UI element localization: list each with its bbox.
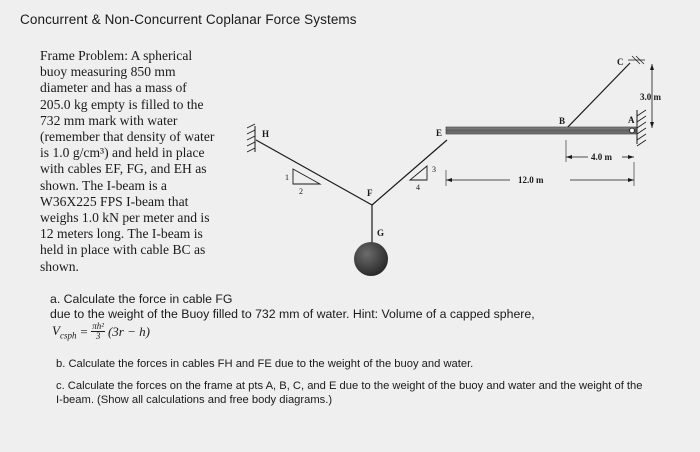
page-title: Concurrent & Non-Concurrent Coplanar Force Systems xyxy=(20,12,357,27)
problem-line: W36X225 FPS I-beam that xyxy=(40,193,189,209)
problem-line: Frame Problem: A spherical xyxy=(40,48,193,63)
formula-rhs: (3r − h) xyxy=(107,323,150,339)
i-beam xyxy=(446,127,636,134)
dimension-3m-label: 3.0 m xyxy=(640,92,661,102)
cable-fh xyxy=(256,140,372,205)
question-a-line1: a. Calculate the force in cable FG xyxy=(50,292,233,306)
left-wall-support xyxy=(247,124,255,152)
slope-rise-right: 3 xyxy=(432,165,436,174)
label-e: E xyxy=(436,128,443,138)
question-a xyxy=(50,292,535,321)
problem-line: with cables EF, FG, and EH as xyxy=(40,161,207,177)
dimension-12m-label: 12.0 m xyxy=(518,175,544,185)
formula-lhs: $V_{csph}$ xyxy=(52,322,77,341)
problem-line: (remember that density of water xyxy=(40,129,215,145)
dimension-4m-label: 4.0 m xyxy=(591,152,612,162)
problem-line: 12 meters long. The I-beam is xyxy=(40,226,203,242)
cable-bc xyxy=(565,63,630,130)
formula-fraction: $\frac{\text{πh²}}{3}$ xyxy=(92,321,104,341)
label-h: H xyxy=(262,129,270,139)
question-b: b. Calculate the forces in cables FH and FE due to the weight of the buoy and water. xyxy=(56,358,474,370)
label-b: B xyxy=(559,116,566,126)
formula-eq: = xyxy=(79,323,89,339)
question-c-line2: I-beam. (Show all calculations and free body diagrams.) xyxy=(56,393,333,406)
slope-run-left: 1 xyxy=(285,173,289,182)
slope-triangle-right xyxy=(410,166,427,180)
label-g: G xyxy=(377,228,385,238)
buoy xyxy=(354,242,388,276)
problem-line: shown. xyxy=(40,258,79,274)
problem-line: is 1.0 g/cm³) and held in place xyxy=(40,145,205,161)
problem-line: diameter and has a mass of xyxy=(40,80,187,96)
question-c xyxy=(56,380,642,407)
problem-line: held in place with cable BC as xyxy=(40,242,206,258)
slope-rise-left: 2 xyxy=(299,187,303,196)
problem-line: 205.0 kg empty is filled to the xyxy=(40,96,204,112)
capped-sphere-formula xyxy=(52,322,150,341)
question-a-line2: due to the weight of the Buoy filled to 732 mm of water. Hint: Volume of a capped sphere, xyxy=(50,306,535,321)
problem-line: buoy measuring 850 mm xyxy=(40,64,176,80)
slope-run-right: 4 xyxy=(416,183,420,192)
slope-triangle-left xyxy=(293,169,320,184)
problem-line: 732 mm mark with water xyxy=(40,112,178,128)
question-c-line1: c. Calculate the forces on the frame at pts A, B, C, and E due to the weight of the buoy and water and the weight of the xyxy=(56,380,643,392)
label-f: F xyxy=(367,188,373,198)
problem-line: weighs 1.0 kN per meter and is xyxy=(40,210,210,226)
problem-line: shown. The I-beam is a xyxy=(40,177,167,193)
label-a: A xyxy=(628,115,635,125)
pin-a xyxy=(630,128,635,133)
label-c: C xyxy=(617,57,624,67)
